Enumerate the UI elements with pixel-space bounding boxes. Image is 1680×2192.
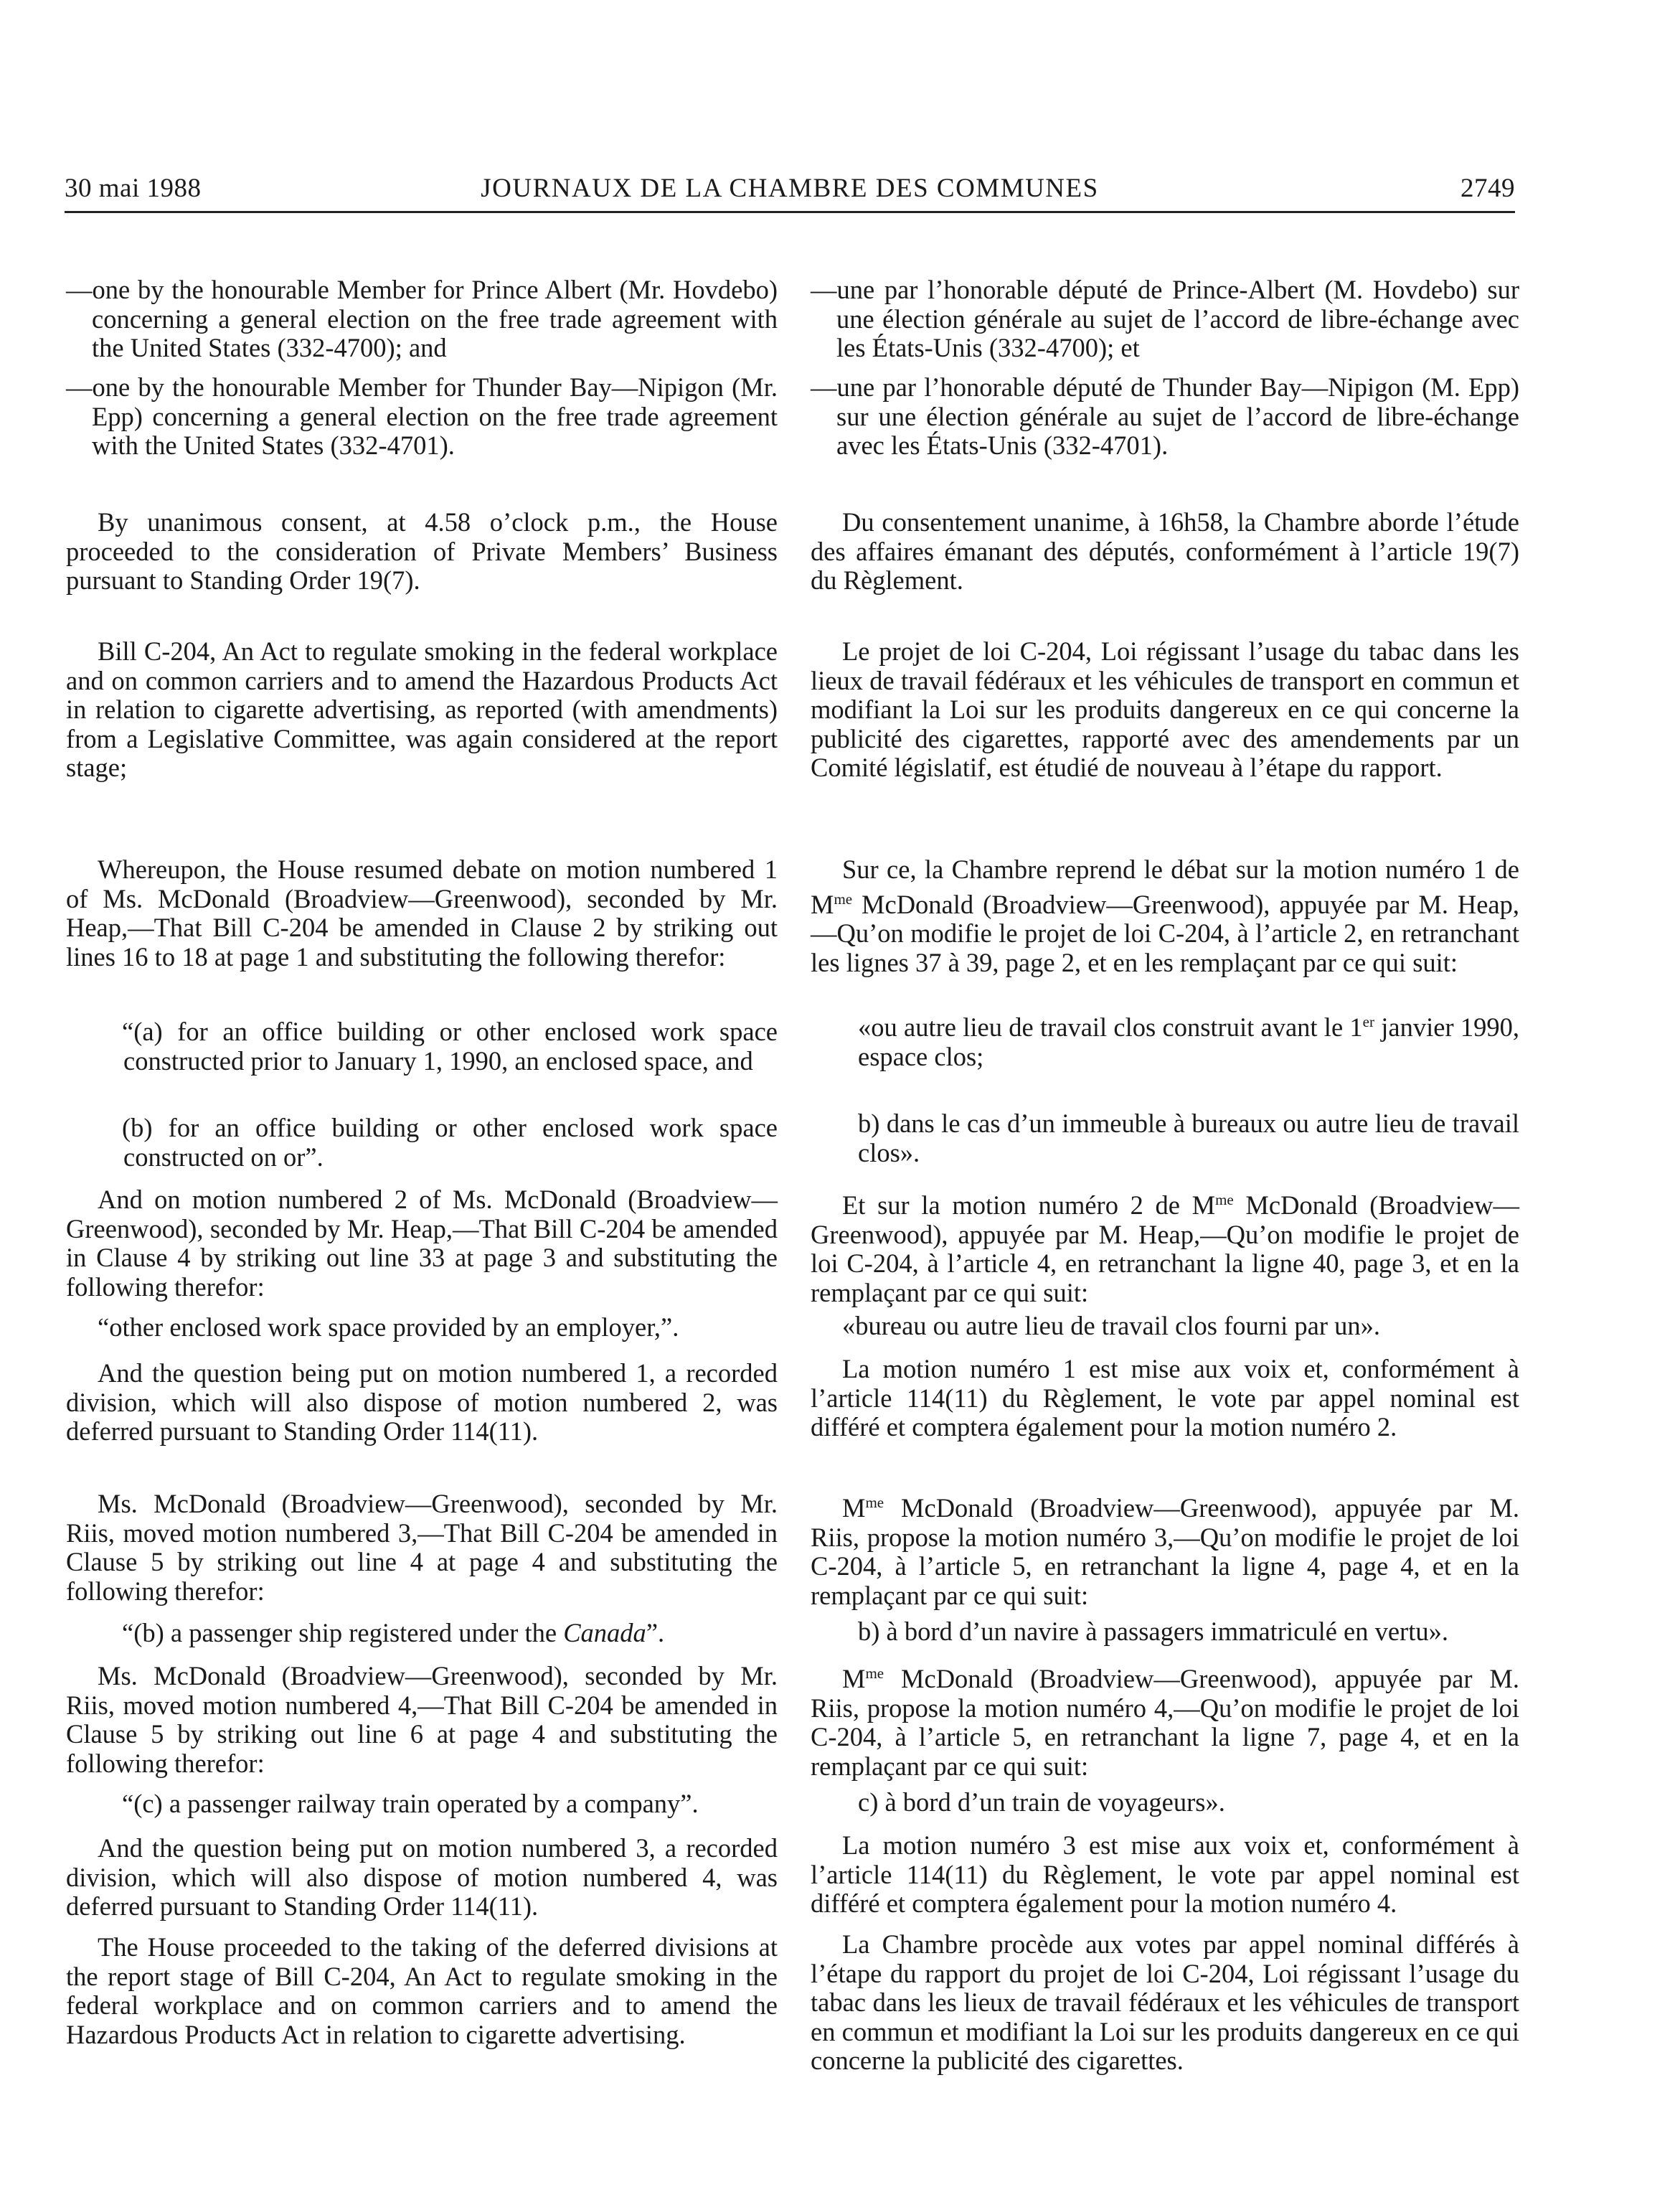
fr-bill-intro: Le projet de loi C-204, Loi régissant l’usage du tabac dans les lieux de travail fédéraux et les véhicules de transport en commun et modifiant la Loi sur les produits dangereux en ce qui concerne la publicité des cigarettes, rapporté avec des amendements par un Comité législatif, est étudié de nouveau à l’étape du rapport. [811, 636, 1519, 782]
en-motion-2-quote: “other enclosed work space provided by an employer,”. [98, 1312, 679, 1342]
fr-question-motion-3: La motion numéro 3 est mise aux voix et, conformément à l’article 114(11) du Règlement, le vote par appel nominal est différé et comptera également pour la motion numéro 4. [811, 1830, 1519, 1918]
fr-mme-superscript: me [865, 1494, 884, 1511]
fr-mme-superscript: me [834, 890, 853, 908]
fr-motion-1-quote-a [811, 1007, 1519, 1071]
en-motion-3-quote-italic: Canada [563, 1618, 646, 1647]
page-header [65, 166, 1515, 213]
fr-mme-superscript: me [1215, 1191, 1234, 1208]
fr-motion-1-start: Sur ce, la Chambre reprend le débat sur la motion numéro 1 de M [811, 855, 1519, 919]
en-motion-3: Ms. McDonald (Broadview—Greenwood), seconded by Mr. Riis, moved motion numbered 3,—That Bill C-204 be amended in Clause 5 by striking out line 4 at page 4 and substituting the following therefor: [66, 1489, 778, 1606]
fr-motion-1-quote-a-start: «ou autre lieu de travail clos construit avant le 1 [858, 1012, 1363, 1043]
fr-motion-2-quote: «bureau ou autre lieu de travail clos fourni par un». [842, 1311, 1381, 1340]
en-motion-1-quote-a: “(a) for an office building or other enclosed work space constructed prior to January 1, 1990, an enclosed space, and [122, 1017, 778, 1076]
fr-petition-hovdebo: —une par l’honorable député de Prince-Albert (M. Hovdebo) sur une élection générale au sujet de l’accord de libre-échange avec les États-Unis (332-4700); et [811, 275, 1519, 362]
header-title: JOURNAUX DE LA CHAMBRE DES COMMUNES [481, 174, 1099, 203]
fr-motion-2-start: Et sur la motion numéro 2 de M [842, 1190, 1216, 1220]
fr-motion-4-quote: c) à bord d’un train de voyageurs». [858, 1787, 1225, 1817]
fr-motion-1-quote-b: b) dans le cas d’un immeuble à bureaux ou autre lieu de travail clos». [858, 1109, 1519, 1167]
fr-motion-4-rest: McDonald (Broadview—Greenwood), appuyée par M. Riis, propose la motion numéro 4,—Qu’on modifie le projet de loi C-204, à l’article 5, en retranchant la ligne 7, page 4, et en la remplaçant par ce qui suit: [811, 1664, 1519, 1781]
en-motion-3-quote-end: ”. [646, 1618, 665, 1647]
fr-motion-2-rest: McDonald (Broadview—Greenwood), appuyée par M. Heap,—Qu’on modifie le projet de loi C-204, à l’article 4, en retranchant la ligne 40, page 3, et en la remplaçant par ce qui suit: [811, 1190, 1519, 1307]
en-unanimous-consent: By unanimous consent, at 4.58 o’clock p.m., the House proceeded to the consideration of Private Members’ Business pursuant to Standing Order 19(7). [66, 507, 778, 595]
fr-motion-3-quote: b) à bord d’un navire à passagers immatriculé en vertu». [858, 1617, 1448, 1646]
fr-motion-1-rest: McDonald (Broadview—Greenwood), appuyée par M. Heap,—Qu’on modifie le projet de loi C-204, à l’article 2, en retranchant les lignes 37 à 39, page 2, et en les remplaçant par ce qui suit: [811, 889, 1520, 977]
fr-unanimous-consent: Du consentement unanime, à 16h58, la Chambre aborde l’étude des affaires émanant des députés, conformément à l’article 19(7) du Règlement. [811, 507, 1519, 595]
header-page-number: 2749 [1460, 174, 1515, 203]
fr-motion-4-start: M [842, 1664, 866, 1694]
en-motion-1-quote-b: (b) for an office building or other enclosed work space constructed on or”. [122, 1113, 778, 1172]
fr-motion-2 [811, 1185, 1519, 1307]
en-petition-epp: —one by the honourable Member for Thunder Bay—Nipigon (Mr. Epp) concerning a general election on the free trade agreement with the United States (332-4701). [66, 372, 778, 460]
header-date: 30 mai 1988 [65, 174, 202, 203]
en-bill-intro: Bill C-204, An Act to regulate smoking in the federal workplace and on common carriers and to amend the Hazardous Products Act in relation to cigarette advertising, as reported (with amendments) from a Legislative Committee, was again considered at the report stage; [66, 636, 778, 782]
fr-er-superscript: er [1362, 1013, 1374, 1030]
en-petition-hovdebo: —one by the honourable Member for Prince Albert (Mr. Hovdebo) concerning a general election on the free trade agreement with the United States (332-4700); and [66, 275, 778, 362]
en-motion-3-quote-text: “(b) a passenger ship registered under the [122, 1618, 564, 1647]
fr-motion-4 [811, 1659, 1519, 1781]
en-motion-4: Ms. McDonald (Broadview—Greenwood), seconded by Mr. Riis, moved motion numbered 4,—That Bill C-204 be amended in Clause 5 by striking out line 6 at page 4 and substituting the following therefor: [66, 1661, 778, 1778]
fr-petition-epp: —une par l’honorable député de Thunder Bay—Nipigon (M. Epp) sur une élection générale au sujet de l’accord de libre-échange avec les États-Unis (332-4701). [811, 372, 1519, 460]
fr-deferred-divisions: La Chambre procède aux votes par appel nominal différés à l’étape du rapport du projet de loi C-204, Loi régissant l’usage du tabac dans les lieux de travail fédéraux et les véhicules de transport en commun et modifiant la Loi sur les produits dangereux en ce qui concerne la publicité des cigarettes. [811, 1929, 1519, 2075]
en-deferred-divisions: The House proceeded to the taking of the deferred divisions at the report stage of Bill C-204, An Act to regulate smoking in the federal workplace and on common carriers and to amend the Hazardous Products Act in relation to cigarette advertising. [66, 1932, 778, 2049]
fr-mme-superscript: me [865, 1665, 884, 1682]
fr-motion-1 [811, 855, 1519, 977]
fr-motion-3-start: M [842, 1493, 866, 1523]
en-motion-4-quote: “(c) a passenger railway train operated by a company”. [122, 1789, 699, 1818]
fr-motion-1-quote-a-end: janvier 1990, espace clos; [858, 1012, 1519, 1071]
en-motion-1: Whereupon, the House resumed debate on motion numbered 1 of Ms. McDonald (Broadview—Greenwood), seconded by Mr. Heap,—That Bill C-204 be amended in Clause 2 by striking out lines 16 to 18 at page 1 and substituting the following therefor: [66, 855, 778, 972]
en-question-motion-1: And the question being put on motion numbered 1, a recorded division, which will also dispose of motion numbered 2, was deferred pursuant to Standing Order 114(11). [66, 1358, 778, 1446]
fr-motion-3 [811, 1488, 1519, 1610]
fr-motion-3-rest: McDonald (Broadview—Greenwood), appuyée par M. Riis, propose la motion numéro 3,—Qu’on modifie le projet de loi C-204, à l’article 5, en retranchant la ligne 4, page 4, et en la remplaçant par ce qui suit: [811, 1493, 1519, 1610]
fr-question-motion-1: La motion numéro 1 est mise aux voix et, conformément à l’article 114(11) du Règlement, le vote par appel nominal est différé et comptera également pour la motion numéro 2. [811, 1354, 1519, 1441]
en-question-motion-3: And the question being put on motion numbered 3, a recorded division, which will also dispose of motion numbered 4, was deferred pursuant to Standing Order 114(11). [66, 1833, 778, 1921]
en-motion-3-quote [66, 1619, 778, 1648]
en-motion-2: And on motion numbered 2 of Ms. McDonald (Broadview—Greenwood), seconded by Mr. Heap,—That Bill C-204 be amended in Clause 4 by striking out line 33 at page 3 and substituting the following therefor: [66, 1185, 778, 1302]
